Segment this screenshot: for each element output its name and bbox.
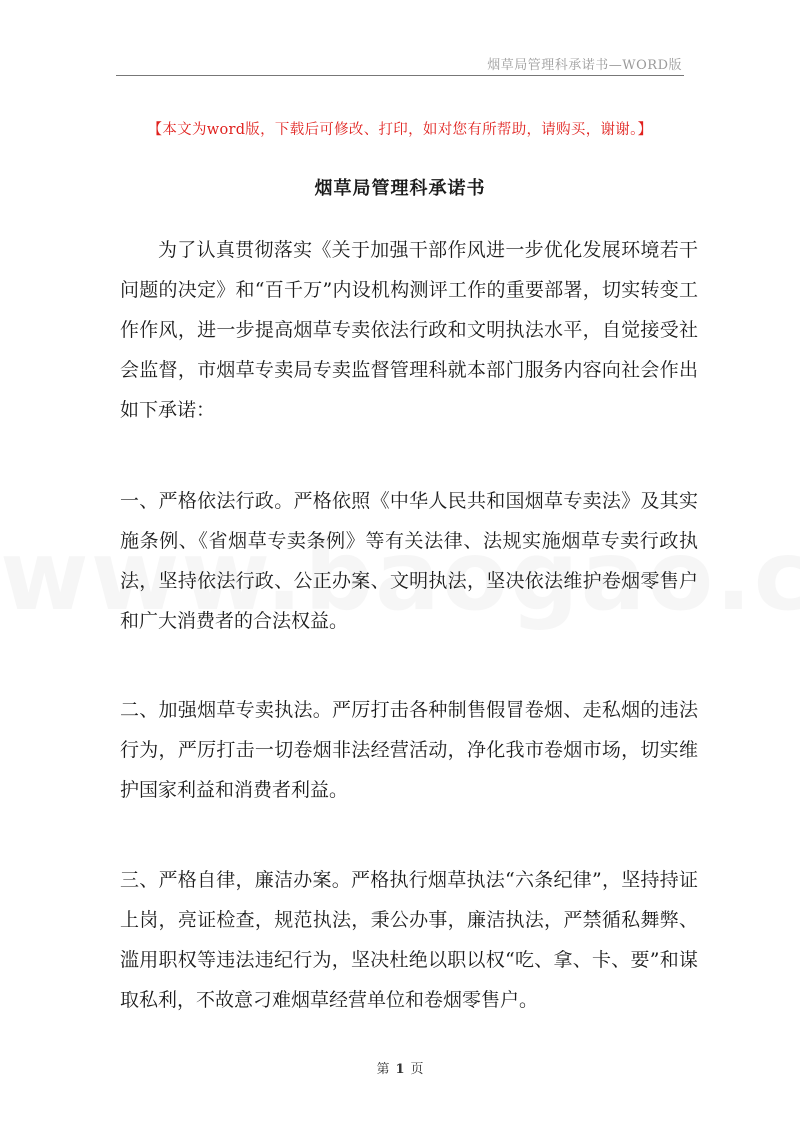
paragraph-intro: 为了认真贯彻落实《关于加强干部作风进一步优化发展环境若干问题的决定》和“百千万”内设机构测评工作的重要部署，切实转变工作作风，进一步提高烟草专卖依法行政和文明执法水平，自觉接受社会监督，市烟草专卖局专卖监督管理科就本部门服务内容向社会作出如下承诺： — [120, 239, 698, 421]
footer-suffix: 页 — [410, 1062, 424, 1077]
page-footer — [0, 1058, 800, 1077]
footer-prefix: 第 — [376, 1062, 390, 1077]
page-number: 1 — [395, 1062, 405, 1077]
header-rule — [116, 75, 684, 76]
paragraph-3: 三、严格自律，廉洁办案。严格执行烟草执法“六条纪律”，坚持持证上岗，亮证检查，规范执法，秉公办事，廉洁执法，严禁循私舞弊、滥用职权等违法违纪行为，坚决杜绝以职以权“吃、拿、卡、要”和谋取私利，不故意刁难烟草经营单位和卷烟零售户。 — [120, 869, 698, 1011]
paragraph-1: 一、严格依法行政。严格依照《中华人民共和国烟草专卖法》及其实施条例、《省烟草专卖条例》等有关法律、法规实施烟草专卖行政执法，坚持依法行政、公正办案、文明执法，坚决依法维护卷烟零售户和广大消费者的合法权益。 — [120, 490, 698, 632]
running-header: 烟草局管理科承诺书—WORD版 — [487, 58, 682, 73]
purchase-notice: 【本文为word版，下载后可修改、打印，如对您有所帮助，请购买，谢谢。】 — [147, 122, 653, 138]
document-title: 烟草局管理科承诺书 — [314, 178, 486, 199]
paragraph-2: 二、加强烟草专卖执法。严厉打击各种制售假冒卷烟、走私烟的违法行为，严厉打击一切卷烟非法经营活动，净化我市卷烟市场，切实维护国家利益和消费者利益。 — [120, 699, 698, 801]
